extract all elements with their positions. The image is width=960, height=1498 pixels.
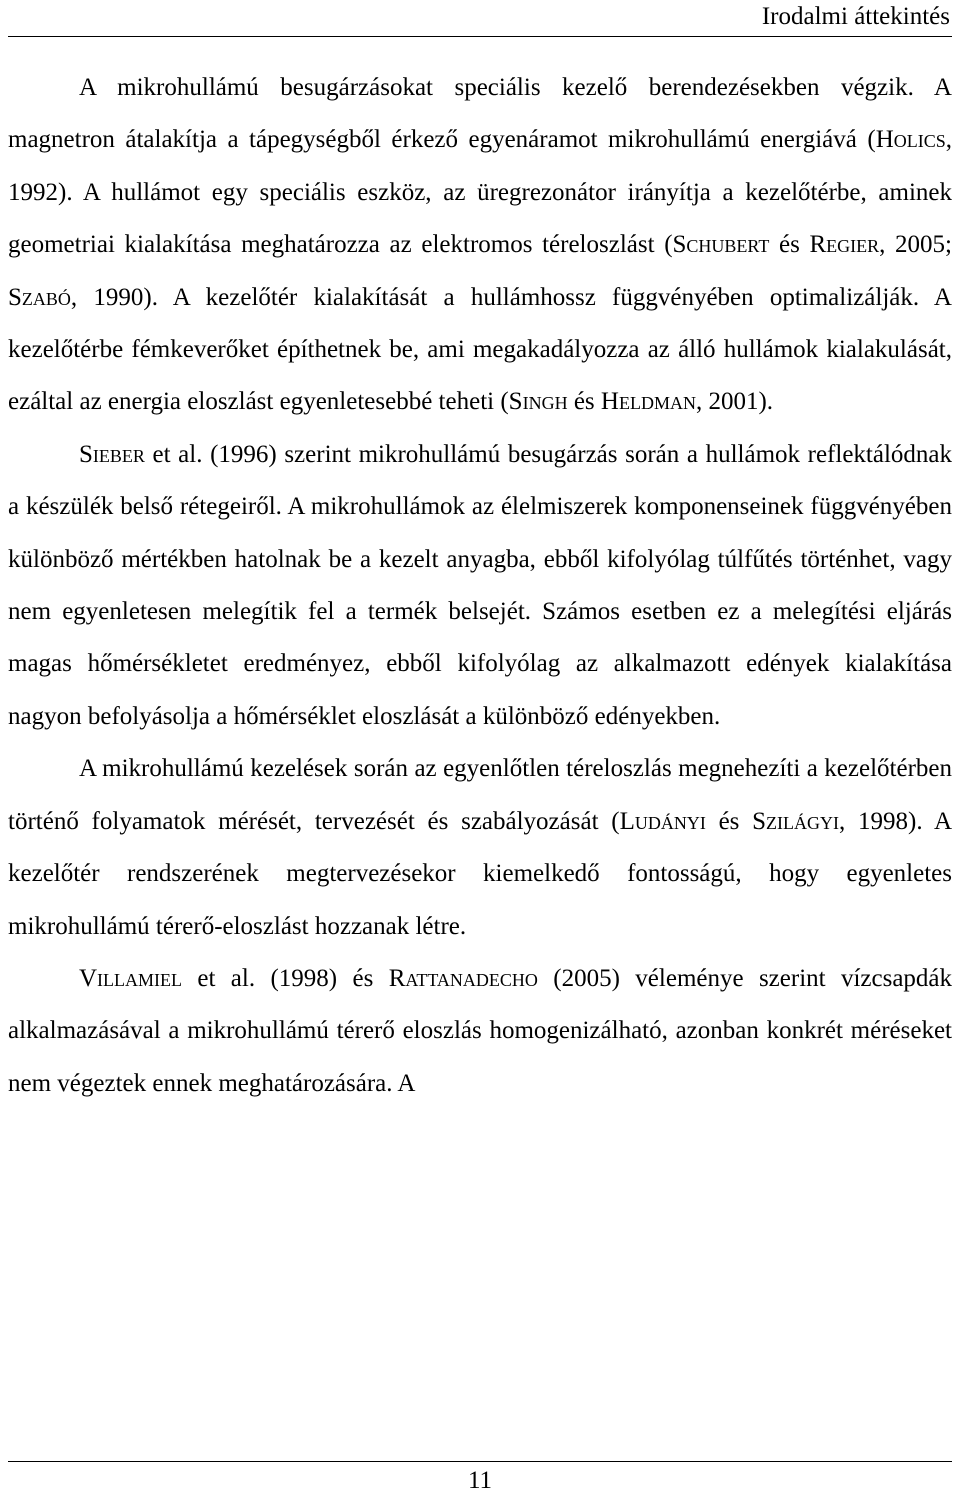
paragraph-water-traps xyxy=(8,953,952,1110)
paragraph-field-distribution xyxy=(8,743,952,953)
author-reference: Singh xyxy=(508,388,568,416)
footer-rule xyxy=(8,1461,952,1462)
text-run: , 1998). A kezelőtér rendszerének megtervezésekor kiemelkedő fontosságú, hogy egyenletes mikrohullámú térerő-eloszlást hozzanak létre. xyxy=(8,807,953,940)
text-run: , 1990). A kezelőtér kialakítását a hullámhossz függvényében optimalizálják. A kezelőtérbe fémkeverőket építhetnek be, ami megakadályozza az álló hullámok kialakulását, ezáltal az energia eloszlást egyenletesebbé teheti ( xyxy=(8,283,952,416)
paragraph-microwave-equipment xyxy=(8,62,952,429)
author-reference: Regier xyxy=(809,231,880,259)
text-run: , 1992). A hullámot egy speciális eszköz, az üregrezonátor irányítja a kezelőtérbe, aminek geometriai kialakítása meghatározza az elektromos téreloszlást ( xyxy=(8,126,952,259)
author-reference: Heldman xyxy=(600,388,696,416)
page-number: 11 xyxy=(467,1467,493,1494)
text-run: A mikrohullámú kezelések során az egyenlőtlen téreloszlás megnehezíti a kezelőtérben történő folyamatok mérését, tervezését és szabályozását ( xyxy=(8,755,952,835)
author-reference: Ludányi xyxy=(619,807,706,835)
author-reference: Holics xyxy=(875,126,946,154)
author-reference: Rattanadecho xyxy=(388,964,538,992)
text-run: és xyxy=(769,231,810,259)
text-run: , 2005; xyxy=(879,231,952,259)
text-run: és xyxy=(567,388,601,416)
body-text xyxy=(8,62,952,1110)
text-run: (2005) véleménye szerint vízcsapdák alkalmazásával a mikrohullámú térerő eloszlás homogenizálható, azonban konkrét méréseket nem végeztek ennek meghatározására. A xyxy=(8,964,953,1097)
paragraph-wave-reflection xyxy=(8,429,952,743)
author-reference: Szilágyi xyxy=(752,807,840,835)
text-run: et al. (1998) és xyxy=(182,964,389,992)
author-reference: Szabó xyxy=(8,283,71,311)
header-rule xyxy=(8,36,952,37)
author-reference: Sieber xyxy=(79,440,145,468)
author-reference: Schubert xyxy=(672,231,770,259)
text-run: et al. (1996) szerint mikrohullámú besugárzás során a hullámok reflektálódnak a készülék belső rétegeiről. A mikrohullámok az élelmiszerek komponenseinek függvényében különböző mértékben hatolnak be a kezelt anyagba, ebből kifolyólag túlfűtés történhet, vagy nem egyenletesen melegítik fel a termék belsejét. Számos esetben ez a melegítési eljárás magas hőmérsékletet eredményez, ebből kifolyólag az alkalmazott edények kialakítása nagyon befolyásolja a hőmérséklet eloszlását a különböző edényekben. xyxy=(8,440,952,730)
text-run: és xyxy=(705,807,753,835)
running-header: Irodalmi áttekintés xyxy=(761,3,950,30)
text-run: A mikrohullámú besugárzásokat speciális kezelő berendezésekben végzik. A magnetron átalakítja a tápegységből érkező egyenáramot mikrohullámú energiává ( xyxy=(8,74,952,154)
author-reference: Villamiel xyxy=(79,964,183,992)
text-run: , 2001). xyxy=(695,388,774,416)
